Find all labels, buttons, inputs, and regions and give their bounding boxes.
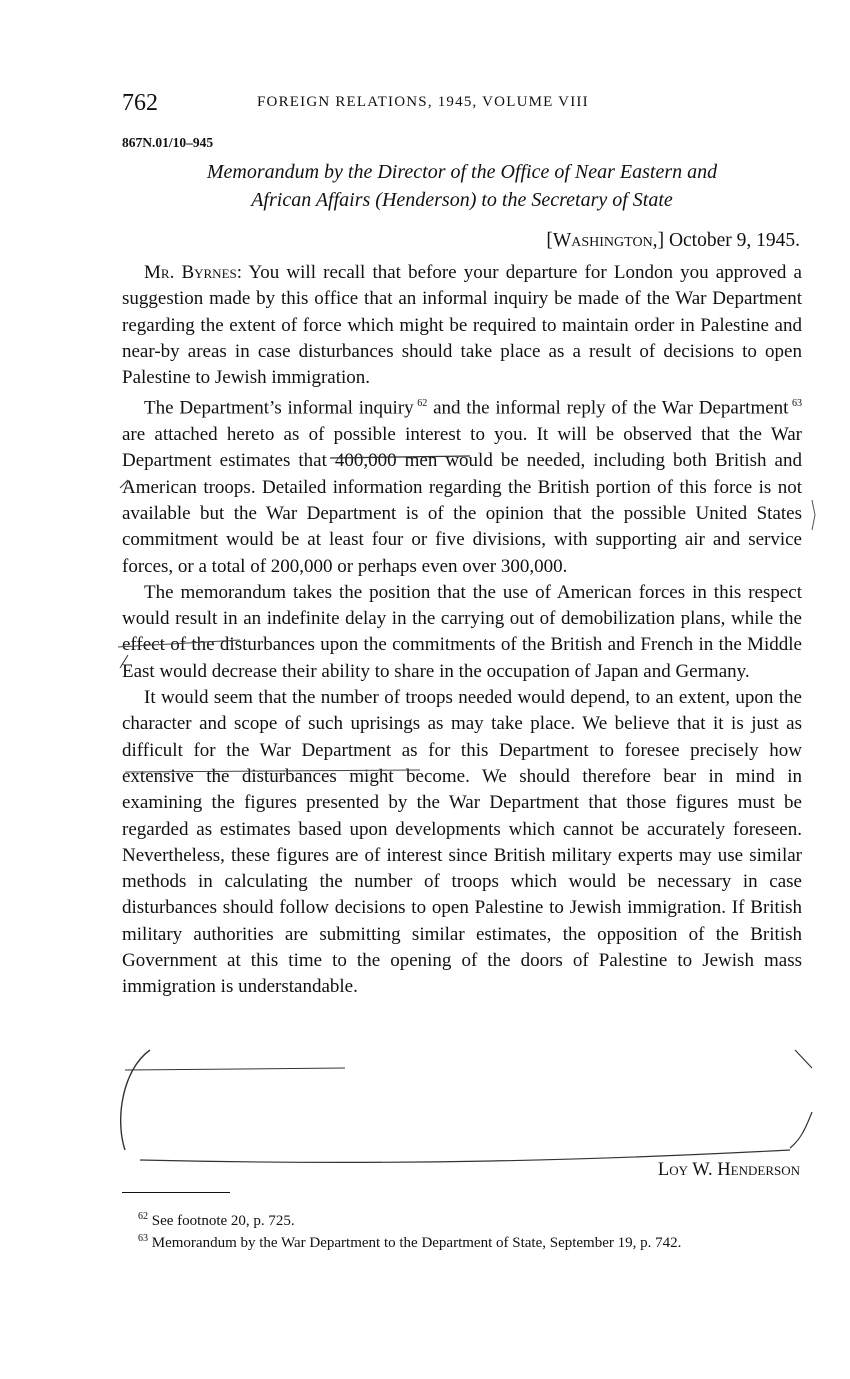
running-head: FOREIGN RELATIONS, 1945, VOLUME VIII [257, 94, 589, 110]
page-number: 762 [122, 90, 158, 116]
memorandum-body [122, 260, 802, 1001]
title-line-1: Memorandum by the Director of the Office of Near Eastern and [206, 161, 718, 183]
document-title [122, 158, 802, 214]
paragraph-2 [122, 391, 802, 579]
dateline-place: Washington, [552, 230, 658, 251]
paragraph-3: The memorandum takes the position that the use of American forces in this respect would result in an indefinite delay in the carrying out of demobilization plans, while the effect of the disturbances upon the commitments of the British and French in the Middle East would decrease their ability to share in the occupation of Japan and Germany. [122, 581, 802, 682]
pen-bracket-right-1 [812, 500, 815, 530]
paragraph-2-part-1: The Department’s informal inquiry [144, 397, 414, 419]
footnotes [122, 1208, 802, 1252]
pen-underline-follow [125, 1068, 345, 1070]
paragraph-4: It would seem that the number of troops needed would depend, to an extent, upon the character and scope of such uprisings as may take place. We believe that it is just as difficult for the War Department as for this Department to foresee precisely how extensive the disturbances might become. We should therefore bear in mind in examining the figures presented by the War Department that those figures must be regarded as estimates based upon developments which cannot be accurately foreseen. Nevertheless, these figures are of interest since British military experts may use similar methods in calculating the number of troops which would be necessary in case disturbances should follow decisions to open Palestine to Jewish immigration. If British military authorities are submitting similar estimates, the opposition of the British Government at this time to the opening of the doors of Palestine to Jewish mass immigration is understandable. [122, 687, 802, 998]
footnote-divider [122, 1192, 230, 1193]
dateline: [Washington,] October 9, 1945. [546, 230, 800, 251]
title-line-2: African Affairs (Henderson) to the Secretary of State [251, 189, 673, 211]
dateline-date: October 9, 1945. [668, 230, 800, 251]
paragraph-1-text: You will recall that before your departure for London you approved a suggestion made by this office that an informal inquiry be made of the War Department regarding the extent of force which might be required to maintain order in Palestine and near-by areas in case disturbances should take place as a result of decisions to open Palestine to Jewish immigration. [122, 262, 802, 389]
footnote-ref-63: 63 [792, 398, 803, 410]
signature: Loy W. Henderson [657, 1160, 800, 1180]
document-file-number: 867N.01/10–945 [122, 135, 214, 150]
footnote-62: $^{62}$ See footnote 20, p. 725. [138, 1211, 295, 1229]
pen-bracket-right-3 [790, 1050, 812, 1148]
page-header [122, 90, 802, 120]
pen-bracket-left-3 [121, 1050, 150, 1150]
salutation: Mr. Byrnes [144, 262, 237, 283]
paragraph-2-part-3: are attached hereto as of possible interest to you. It will be observed that the War Department estimates that 400,000 men would be needed, including both British and American troops. Detailed information regarding the British portion of this force is not available but the War Department is of the opinion that the possible United States commitment would be at least four or five divisions, with supporting air and service forces, or a total of 200,000 or perhaps even over 300,000. [122, 424, 802, 577]
footnote-ref-62: 62 [417, 398, 428, 410]
footnote-63: $^{63}$ Memorandum by the War Department to the Department of State, September 19, p. 742. [138, 1233, 682, 1251]
paragraph-2-part-2: and the informal reply of the War Department [433, 397, 789, 419]
paragraph-1: Mr. Byrnes: You will recall that before your departure for London you approved a suggestion made by this office that an informal inquiry be made of the War Department regarding the extent of force which might be required to maintain order in Palestine and near-by areas in case disturbances should take place as a result of decisions to open Palestine to Jewish immigration. [122, 262, 802, 389]
